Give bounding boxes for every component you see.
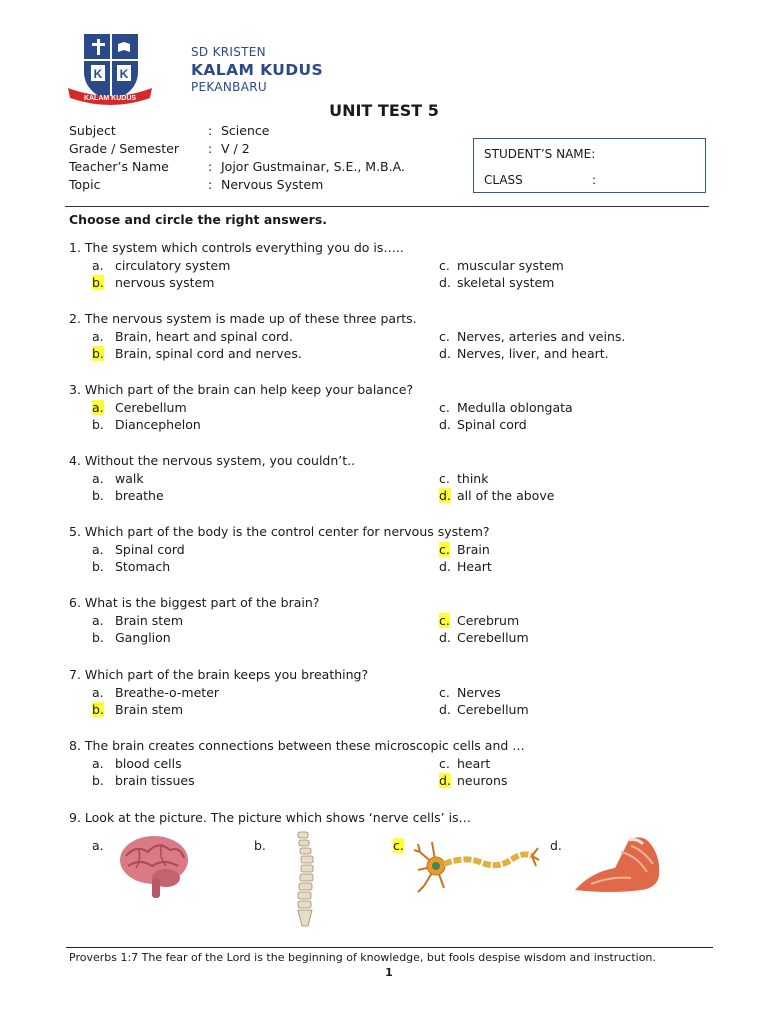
option-text: heart (457, 756, 491, 771)
question-5-text: 5. Which part of the body is the control center for nervous system? (69, 524, 490, 539)
option-text: neurons (457, 773, 508, 788)
neuron-image[interactable] (414, 836, 540, 898)
school-city: PEKANBARU (191, 80, 267, 94)
option-letter: d. (439, 275, 451, 290)
spine-icon (288, 830, 324, 930)
brain-icon (118, 834, 190, 900)
info-colon: : (208, 123, 213, 138)
student-info-box[interactable] (473, 138, 706, 193)
picture-option-c-letter[interactable] (393, 838, 404, 853)
info-colon: : (208, 141, 213, 156)
option-text: muscular system (457, 258, 564, 273)
option-text: Heart (457, 559, 492, 574)
picture-option-a-letter[interactable]: a. (92, 838, 104, 853)
svg-text:K: K (93, 67, 103, 81)
question-2-text: 2. The nervous system is made up of these three parts. (69, 311, 417, 326)
option-letter: d. (439, 773, 451, 788)
option-text: Nerves, liver, and heart. (457, 346, 609, 361)
option-letter: b. (92, 346, 104, 361)
option-letter: c. (439, 258, 450, 273)
option-letter: c. (439, 329, 450, 344)
question-2-option-a[interactable] (92, 329, 392, 345)
question-3-option-c[interactable] (439, 400, 739, 416)
page-number: 1 (385, 966, 393, 979)
question-1-option-d[interactable] (439, 275, 739, 291)
brain-image[interactable] (118, 834, 190, 900)
option-letter: a. (92, 329, 104, 344)
question-2-option-d[interactable] (439, 346, 739, 362)
option-text: nervous system (115, 275, 215, 290)
option-text: Spinal cord (457, 417, 527, 432)
question-5-option-a[interactable] (92, 542, 392, 558)
question-4-option-d[interactable] (439, 488, 739, 504)
info-label-grade: Grade / Semester (69, 141, 180, 156)
option-text: all of the above (457, 488, 555, 503)
option-text: Brain stem (115, 702, 184, 717)
question-6-option-a[interactable] (92, 613, 392, 629)
question-8-text: 8. The brain creates connections between these microscopic cells and … (69, 738, 525, 753)
question-7-option-d[interactable] (439, 702, 739, 718)
option-text: Cerebellum (115, 400, 187, 415)
option-text: brain tissues (115, 773, 195, 788)
option-letter: b. (92, 488, 104, 503)
option-letter: b. (92, 275, 104, 290)
info-value-teacher: Jojor Gustmainar, S.E., M.B.A. (221, 159, 405, 174)
question-8-option-a[interactable] (92, 756, 392, 772)
question-6-option-b[interactable] (92, 630, 392, 646)
question-2-option-b[interactable] (92, 346, 392, 362)
answer-highlight: c. (393, 838, 404, 853)
info-label-teacher: Teacher’s Name (69, 159, 169, 174)
option-text: Medulla oblongata (457, 400, 573, 415)
question-1-option-a[interactable] (92, 258, 392, 274)
logo-banner-text: KALAM KUDUS (83, 95, 137, 102)
instruction-text: Choose and circle the right answers. (69, 212, 328, 227)
option-letter: a. (92, 542, 104, 557)
svg-text:K: K (119, 67, 129, 81)
question-7-text: 7. Which part of the brain keeps you breathing? (69, 667, 369, 682)
question-7-option-c[interactable] (439, 685, 739, 701)
option-text: Breathe-o-meter (115, 685, 220, 700)
school-crest-icon (66, 30, 154, 110)
option-letter: d. (439, 417, 451, 432)
question-4-text: 4. Without the nervous system, you couldn’t.. (69, 453, 356, 468)
option-letter: c. (439, 542, 450, 557)
school-logo (66, 30, 154, 110)
option-letter: c. (439, 756, 450, 771)
question-1-option-c[interactable] (439, 258, 739, 274)
option-text: Nerves (457, 685, 501, 700)
option-letter: d. (439, 488, 451, 503)
school-type: SD KRISTEN (191, 45, 266, 59)
question-4-option-c[interactable] (439, 471, 739, 487)
header-divider (65, 206, 709, 207)
question-8-option-b[interactable] (92, 773, 392, 789)
option-text: Cerebrum (457, 613, 520, 628)
option-letter: a. (92, 258, 104, 273)
option-letter: b. (92, 773, 104, 788)
arm-muscle-image[interactable] (571, 832, 663, 898)
question-8-option-d[interactable] (439, 773, 739, 789)
school-name: KALAM KUDUS (191, 61, 324, 79)
option-letter: d. (439, 702, 451, 717)
option-letter: a. (92, 613, 104, 628)
question-3-option-b[interactable] (92, 417, 392, 433)
option-text: Cerebellum (457, 702, 529, 717)
info-value-topic: Nervous System (221, 177, 324, 192)
picture-option-d-letter[interactable]: d. (550, 838, 562, 853)
option-letter: a. (92, 756, 104, 771)
info-value-subject: Science (221, 123, 270, 138)
option-letter: a. (92, 400, 104, 415)
option-letter: c. (439, 613, 450, 628)
option-text: Cerebellum (457, 630, 529, 645)
option-letter: c. (439, 471, 450, 486)
option-letter: b. (92, 702, 104, 717)
question-2-option-c[interactable] (439, 329, 739, 345)
option-text: breathe (115, 488, 164, 503)
option-letter: a. (92, 471, 104, 486)
question-1-option-b[interactable] (92, 275, 392, 291)
question-5-option-b[interactable] (92, 559, 392, 575)
info-colon: : (208, 177, 213, 192)
option-letter: d. (439, 346, 451, 361)
option-text: Brain, heart and spinal cord. (115, 329, 293, 344)
question-5-option-c[interactable] (439, 542, 739, 558)
option-letter: c. (439, 685, 450, 700)
question-7-option-b[interactable] (92, 702, 392, 718)
info-label-topic: Topic (69, 177, 101, 192)
option-letter: b. (92, 630, 104, 645)
question-1-text: 1. The system which controls everything you do is….. (69, 240, 404, 255)
option-text: Brain stem (115, 613, 184, 628)
question-3-text: 3. Which part of the brain can help keep your balance? (69, 382, 414, 397)
info-colon: : (208, 159, 213, 174)
question-3-option-a[interactable] (92, 400, 392, 416)
option-text: Ganglion (115, 630, 171, 645)
footer-verse: Proverbs 1:7 The fear of the Lord is the beginning of knowledge, but fools despise wisdom and instruction. (69, 951, 656, 964)
option-letter: d. (439, 630, 451, 645)
option-text: think (457, 471, 489, 486)
option-text: Diancephelon (115, 417, 201, 432)
muscle-arm-icon (571, 832, 663, 898)
info-value-grade: V / 2 (221, 141, 250, 156)
question-4-option-a[interactable] (92, 471, 392, 487)
page-title: UNIT TEST 5 (329, 101, 439, 120)
option-text: Spinal cord (115, 542, 185, 557)
option-text: Brain, spinal cord and nerves. (115, 346, 302, 361)
question-7-option-a[interactable] (92, 685, 392, 701)
spine-image[interactable] (288, 830, 324, 930)
neuron-icon (414, 836, 540, 898)
option-text: walk (115, 471, 144, 486)
option-text: blood cells (115, 756, 182, 771)
class-label: CLASS (484, 173, 523, 187)
student-name-label: STUDENT’S NAME: (484, 147, 596, 161)
option-text: skeletal system (457, 275, 555, 290)
option-letter: d. (439, 559, 451, 574)
option-letter: c. (439, 400, 450, 415)
class-colon: : (592, 173, 597, 187)
option-letter: b. (92, 417, 104, 432)
option-text: circulatory system (115, 258, 231, 273)
question-3-option-d[interactable] (439, 417, 739, 433)
question-4-option-b[interactable] (92, 488, 392, 504)
option-text: Stomach (115, 559, 171, 574)
option-letter: b. (92, 559, 104, 574)
picture-option-b-letter[interactable]: b. (254, 838, 266, 853)
option-text: Brain (457, 542, 490, 557)
question-8-option-c[interactable] (439, 756, 739, 772)
question-5-option-d[interactable] (439, 559, 739, 575)
question-9-text: 9. Look at the picture. The picture which shows ‘nerve cells’ is… (69, 810, 472, 825)
footer-divider (66, 947, 713, 948)
question-6-option-c[interactable] (439, 613, 739, 629)
option-text: Nerves, arteries and veins. (457, 329, 626, 344)
question-6-option-d[interactable] (439, 630, 739, 646)
question-6-text: 6. What is the biggest part of the brain? (69, 595, 320, 610)
option-letter: a. (92, 685, 104, 700)
info-label-subject: Subject (69, 123, 116, 138)
